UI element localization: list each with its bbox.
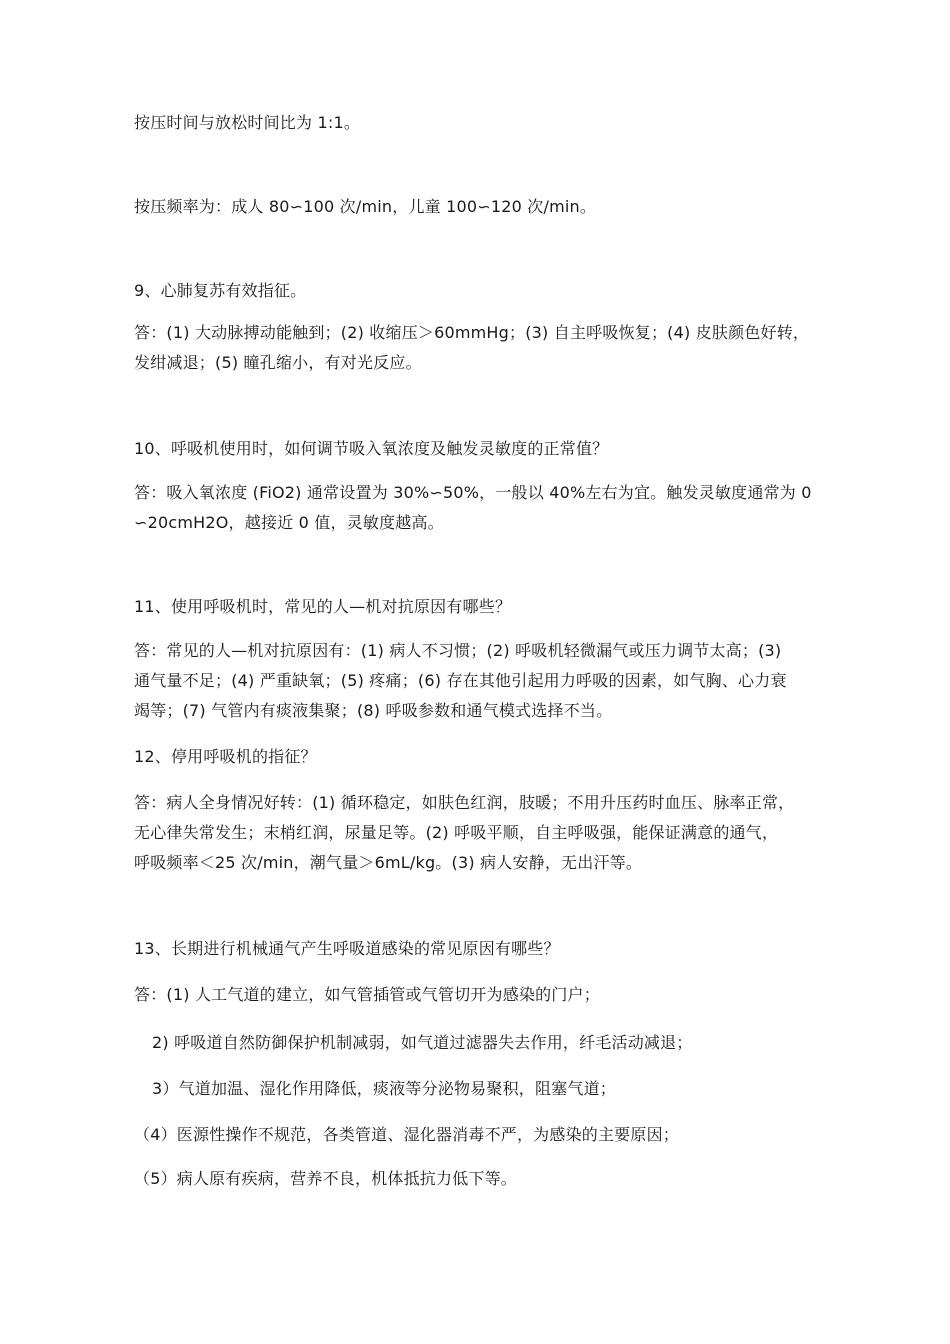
answer-line: 答：(1) 人工气道的建立，如气管插管或气管切开为感染的门户； [134, 985, 600, 1004]
answer-line: 竭等；(7) 气管内有痰液集聚；(8) 呼吸参数和通气模式选择不当。 [134, 701, 613, 720]
question-heading: 11、使用呼吸机时，常见的人—机对抗原因有哪些？ [134, 597, 512, 616]
question-heading: 10、呼吸机使用时，如何调节吸入氧浓度及触发灵敏度的正常值？ [134, 439, 609, 458]
answer-line: 答：吸入氧浓度 (FiO2) 通常设置为 30%∽50%，一般以 40%左右为宜。触发灵敏度通常为 0 [134, 483, 812, 502]
answer-line: 发绀减退；(5) 瞳孔缩小，有对光反应。 [134, 353, 422, 372]
answer-line: （5）病人原有疾病，营养不良，机体抵抗力低下等。 [134, 1169, 517, 1188]
answer-line: 答：常见的人—机对抗原因有：(1) 病人不习惯；(2) 呼吸机轻微漏气或压力调节太高；(3) [134, 641, 782, 660]
answer-line: 无心律失常发生；末梢红润，尿量足等。(2) 呼吸平顺，自主呼吸强，能保证满意的通气， [134, 823, 779, 842]
answer-line: 通气量不足；(4) 严重缺氧；(5) 疼痛；(6) 存在其他引起用力呼吸的因素，如气胸、心力衰 [134, 671, 787, 690]
text-line: 按压时间与放松时间比为 1:1。 [134, 113, 361, 132]
answer-line: （4）医源性操作不规范，各类管道、湿化器消毒不严，为感染的主要原因； [134, 1125, 679, 1144]
answer-line: 2) 呼吸道自然防御保护机制减弱，如气道过滤器失去作用，纤毛活动减退； [152, 1033, 693, 1052]
answer-line: 答：病人全身情况好转：(1) 循环稳定，如肤色红润，肢暖；不用升压药时血压、脉率正常， [134, 793, 795, 812]
answer-line: 答：(1) 大动脉搏动能触到；(2) 收缩压＞60mmHg；(3) 自主呼吸恢复；(4) 皮肤颜色好转， [134, 323, 810, 342]
question-heading: 12、停用呼吸机的指征？ [134, 747, 317, 766]
question-heading: 13、长期进行机械通气产生呼吸道感染的常见原因有哪些？ [134, 939, 560, 958]
answer-line: ∽20cmH2O，越接近 0 值，灵敏度越高。 [134, 513, 444, 532]
question-heading: 9、心肺复苏有效指征。 [134, 281, 307, 300]
answer-line: 3）气道加温、湿化作用降低，痰液等分泌物易聚积，阻塞气道； [152, 1079, 616, 1098]
answer-line: 呼吸频率＜25 次/min，潮气量＞6mL/kg。(3) 病人安静，无出汗等。 [134, 853, 643, 872]
text-line: 按压频率为：成人 80∽100 次/min，儿童 100∽120 次/min。 [134, 197, 597, 216]
